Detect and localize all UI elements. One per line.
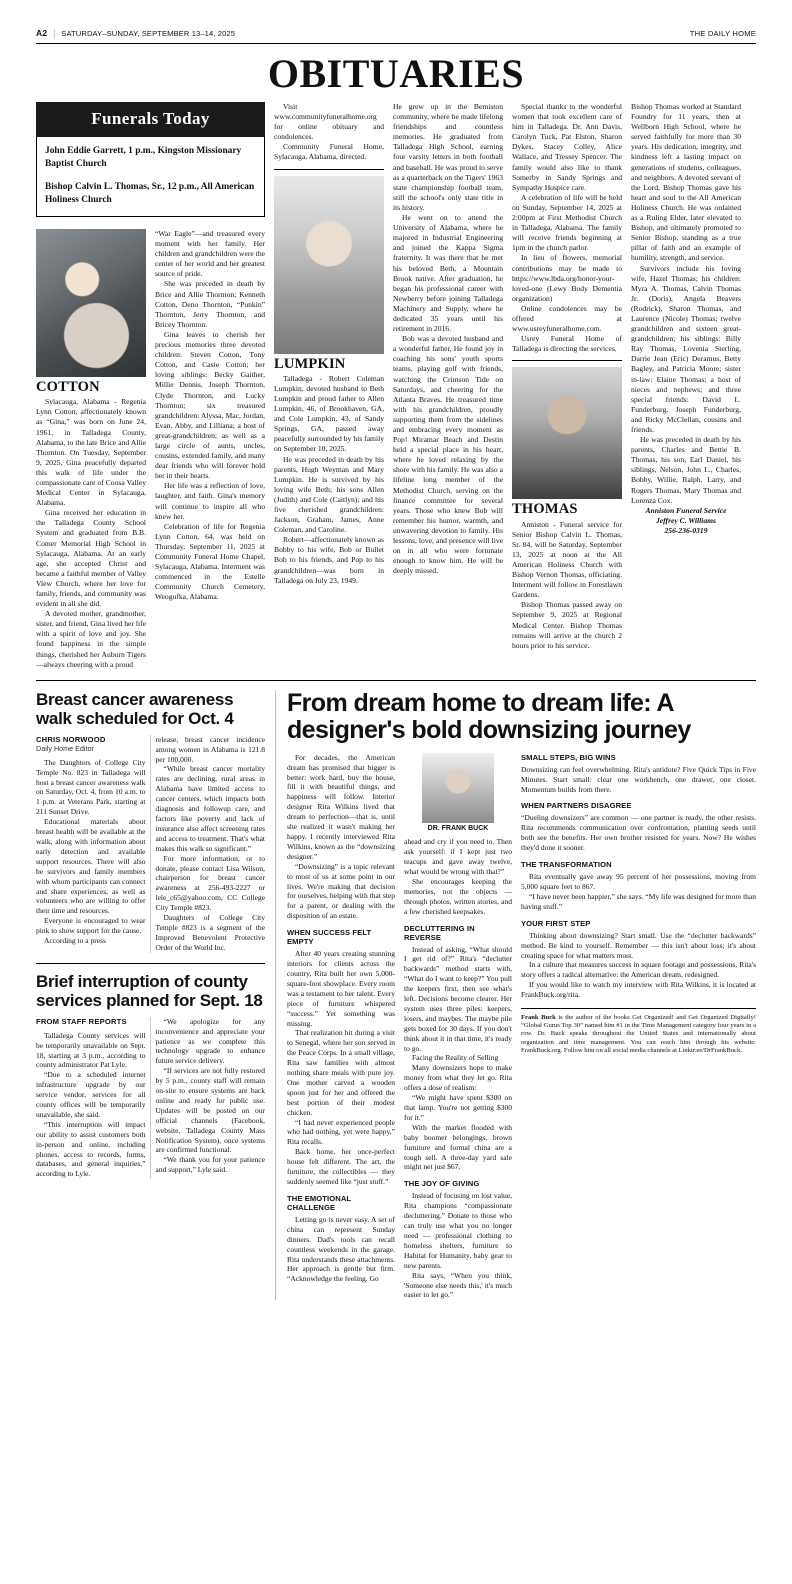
- paragraph: Sylacauga, Alabama - Regenia Lynn Cotton, affectionately known as “Gina,” was born on June 24, 1961, in Talladega County, Alabama, to the late Brice and Allie Thornton. On Tuesday, September 9, 2025, Gina peacefully departed this walk of life under the compassionate care of Coosa Valley Medical Center in Sylacauga, Alabama.: [36, 397, 146, 508]
- column-divider: [512, 360, 622, 361]
- paragraph: Bishop Thomas passed away on September 9, 2025 at Regional Medical Center. Bishop Thomas remains will arrive at the church 2 hours prior to his service.: [512, 600, 622, 650]
- lumpkin-column-1: [274, 102, 384, 670]
- feature-body-5: [404, 945, 512, 1173]
- masthead: [36, 0, 756, 44]
- paragraph: Letting go is never easy. A set of china can represent Sunday dinners. Dad's tools can recall countless weekends in the garage. Rita understands these attachments. Her approach is gentle but firm. “Acknowledge the feeling. Go: [287, 1214, 395, 1284]
- paragraph: She was preceded in death by Brice and Allie Thornton; Kenneth Cotton, Deno Thornton, “Punkin” Thornton, Jerry Thornton, and Bricey Thornton.: [155, 279, 265, 329]
- paragraph: release, breast cancer incidence among women in Alabama is 121.8 per 100,000.: [155, 734, 265, 764]
- feature-body-2: [287, 949, 395, 1187]
- paragraph: Bob was a devoted husband and a wonderful father. He found joy in coaching his sons' youth sports teams, playing golf with friends, watching the Crimson Tide on Saturdays, and cheering for the Atlanta Braves. He treasured time with his grandchildren, proudly supporting them from the sidelines and embracing every moment as Pop! Miramar Beach and Destin held a special place in his heart, where he loved relaxing by the shore with his family. He was also a lifeline long member of the Methodist Church, serving on the finance committee for several years. Those who knew Bob will remember his humor, warmth, and unwavering devotion to family. His lessons, love, and presence will live on in all who were fortunate enough to know him. He will be deeply missed.: [393, 334, 503, 576]
- paragraph: “I have never been happier,” she says. “My life was designed for more than having stuff.”: [521, 891, 756, 911]
- feature-body-9: [521, 872, 756, 912]
- thomas-text-1: [512, 520, 622, 651]
- feature-subhead: THE TRANSFORMATION: [521, 860, 612, 870]
- paragraph: “Dueling downsizers” are common — one partner is ready, the other resists. Rita recommends communication over confrontation, planting seeds until both see the benefits. Her own brother resisted for years. Now? He wishes they'd done it sooner.: [521, 813, 756, 853]
- paragraph: “While breast cancer mortality rates are declining, rural areas in Alabama have limited access to cancer centers, which impacts both diagnosis and followup care, and factors like poverty and lack of insurance also affect screening rates and access to treatment. That's what makes this walk so significant.”: [155, 764, 265, 853]
- article-headline: Brief interruption of county services planned for Sept. 18: [36, 971, 263, 1010]
- thomas-column-2: [631, 102, 741, 670]
- feature-headline: From dream home to dream life: A designer's bold downsizing journey: [287, 688, 691, 744]
- signature-line: Anniston Funeral Service: [645, 505, 727, 515]
- paragraph: “This interruption will impact our ability to assist customers both in-person and online, including phones, access to records, forms, databases, and general inquiries,” according to Lyle.: [36, 1119, 146, 1179]
- cotton-text-2: [155, 229, 265, 602]
- paragraph: He was preceded in death by his parents, Charles and Bettie B. Thomas, his son, Earl Daniel, his siblings, Nelson, John L., Charles, Bobby, Willie, Ralph, Larry, and Rogers Thomas, Mary Thomas and Lorenza Cox.: [631, 435, 741, 505]
- paragraph: Anniston - Funeral service for Senior Bishop Calvin L. Thomas, Sr. 84, will be Saturday, September 13, 2025 at noon at the All American Holiness Church with Bishop Vernon Thomas, officiating. Interment will follow in Forestlawn Gardens.: [512, 519, 622, 600]
- paragraph: “We might have spent $300 on that lamp. You're not getting $300 for it.”: [404, 1093, 512, 1122]
- paragraph: “I had never experienced people who had nothing, yet were happy,” Rita recalls.: [287, 1117, 395, 1147]
- photo-image: [36, 229, 146, 377]
- feature-body-1: [287, 753, 395, 921]
- paragraph: Educational materials about breast health will be available at the walk, along with information about early detection and available support resources. There will also be survivors and family members with whom participants can connect and share experiences, as well as volunteers who are willing to offer their time and resources.: [36, 817, 146, 916]
- page-folio: A2: [36, 28, 48, 38]
- obit-name-lumpkin: LUMPKIN: [274, 355, 346, 372]
- thomas-photo: [512, 367, 622, 499]
- lower-section: [36, 680, 756, 1301]
- funerals-today-box: [36, 102, 265, 217]
- article-byline-title: Daily Home Editor: [36, 743, 94, 753]
- obituaries-section: [36, 102, 756, 670]
- paragraph: He went on to attend the University of Alabama, where he majored in Industrial Engineering and joined the Kappa Sigma fraternity. It was there that he met his beloved Beth, a Mountain Brook native. After graduation, he began his professional career with Newberry before joining Talladega Machinery and Supply, where he dedicated 35 years until his retirement in 2016.: [393, 213, 503, 334]
- lumpkin-column-3: [512, 102, 622, 670]
- paragraph: ahead and cry if you need to. Then ask yourself: if I kept just two teacups and gave away twelve, what would be wrong with that?”: [404, 837, 512, 876]
- paragraph: With the market flooded with baby boomer belongings, brown furniture and formal china are a tough sell. A three-day yard sale might net just $67.: [404, 1122, 512, 1172]
- paragraph: According to a press: [44, 936, 106, 946]
- feature-column-1: [287, 753, 395, 1301]
- feature-columns: [287, 753, 756, 1301]
- paragraph: Everyone is encouraged to wear pink to show support for the cause.: [36, 916, 146, 936]
- funeral-entry: Bishop Calvin L. Thomas, Sr., 12 p.m., All American Holiness Church: [45, 182, 255, 205]
- paragraph: Back home, her once-perfect house felt different. The art, the furniture, the collectibles — they suddenly seemed like “just stuff.”: [287, 1147, 395, 1186]
- paragraph: Robert—affectionately known as Bobby to his wife, Bob or Bullet Bob to his friends, and Pop to his grandchildren—was born in Talladega on July 23, 1949.: [274, 535, 384, 585]
- paragraph: Rita says, “When you think, 'Someone else needs this,' it's much easier to let go.”: [404, 1270, 512, 1300]
- feature-body-10: [521, 931, 756, 1000]
- paragraph: “If services are not fully restored by 5 p.m., county staff will remain on-site to ensure systems are back online and ready for public use. Updates will be posted on our official channels (Facebook, website, Talladega County Mass Notification System), once systems are confirmed functional.: [155, 1066, 265, 1155]
- feature-subhead: DECLUTTERING IN REVERSE: [404, 923, 475, 942]
- paragraph: The Daughters of College City Temple No. 823 in Talladega will host a breast cancer awareness walk on Saturday, Oct. 4, from 10 a.m. to 1 p.m. at Veterans Park, starting at 211 Sunset Drive.: [36, 757, 146, 817]
- paragraph: He was preceded in death by his parents, Hugh Weyman and Mary Lumpkin. He is survived by his loving wife Beth; his sons Allen (Judith) and Cole (Caitlyn); and his five cherished grandchildren: Jackson, Graham, James, Anne Coleman, and Caroline.: [274, 454, 384, 535]
- paragraph: Celebration of life for Regenia Lynn Cotton, 64, was held on Thursday, September 11, 2025 at Community Funeral Home Chapel, Sylacauga, Alabama. Interment was commenced in the Estelle Community Church Cemetery, Weogufka, Alabama.: [155, 521, 265, 602]
- feature-column-2: [404, 753, 512, 1301]
- paragraph: Thinking about downsizing? Start small. Use the “declutter backwards” method. Be kind to yourself. Remember — this isn't about loss; it's about creating space for what matters most.: [521, 930, 756, 960]
- paragraph: “Due to a scheduled internet infrastructure upgrade by our service vendor, services for all county offices will be temporarily unavailable, she said.: [36, 1070, 146, 1119]
- funerals-today-heading: Funerals Today: [36, 102, 265, 137]
- article-headline: Breast cancer awareness walk scheduled for Oct. 4: [36, 689, 234, 728]
- article-county-services: [36, 972, 265, 1180]
- paragraph: “Downsizing” is a topic relevant to most of us at some point in our lives. We're making that decision for ourselves, helping with that step for a parent, or dealing with the disposition of an estate.: [287, 861, 395, 921]
- left-obit-stack: [36, 102, 265, 670]
- paragraph: Talladega - Robert Coleman Lumpkin, devoted husband to Beth Lumpkin and proud father to Allen Lumpkin, 46, of Brookhaven, GA, and Cole Lumpkin, 43, of Sandy Springs, GA, passed away peacefully surrounded by his family on September 10, 2025.: [274, 373, 384, 454]
- cotton-text-1: [36, 397, 146, 670]
- funeral-entry: John Eddie Garrett, 1 p.m., Kingston Missionary Baptist Church: [45, 146, 242, 169]
- lumpkin-text-2: [393, 102, 503, 576]
- photo-image: [274, 176, 384, 354]
- article-columns: [36, 735, 265, 953]
- obit-name-thomas: THOMAS: [512, 501, 578, 518]
- paragraph: Her life was a reflection of love, laughter, and faith. Gina's memory will continue to inspire all who knew her.: [155, 481, 265, 521]
- paragraph: Usrey Funeral Home of Talladega is directing the services.: [512, 334, 622, 354]
- obit-name-cotton: COTTON: [36, 379, 100, 395]
- column-divider: [274, 169, 384, 170]
- photo-image: [512, 367, 622, 499]
- feature-article: [275, 690, 756, 1301]
- paragraph: Instead of focusing on lost value, Rita champions “compassionate decluttering.” Donate to those who can truly use what you no longer need — professional clothing to homeless shelters, furniture to Habitat for Humanity, baby gear to new parents.: [404, 1191, 512, 1270]
- thomas-text-2: [631, 102, 741, 506]
- paragraph: For more information, or to donate, please contact Lisa Wilson, chairperson for breast cancer awareness at 256-493-2227 or lele_c65@yahoo.com, CC College City Temple #823.: [155, 853, 265, 913]
- article-breast-cancer-walk: [36, 690, 265, 953]
- paragraph: That realization hit during a visit to Senegal, where her son served in the Peace Corps. In a small village, Rita saw families with almost nothing share meals with pure joy. One mother carved a wooden spoon just for her and offered the best portion of their modest chicken.: [287, 1028, 395, 1117]
- paragraph: “We apologize for any inconvenience and appreciate your patience as we complete this technology upgrade to enhance future service delivery.: [155, 1016, 265, 1066]
- author-mugshot: [422, 753, 494, 823]
- author-bio-name: Frank Buck: [521, 1014, 556, 1022]
- page-title: OBITUARIES: [267, 51, 525, 96]
- paragraph: Talladega County services will be temporarily unavailable on Sept. 18, starting at 3 p.m., according to county administrator Pat Lyle.: [36, 1030, 146, 1070]
- paragraph: He grew up in the Bemiston community, where he made lifelong friendships and countless memories. He graduated from Talladega High School, earning four varsity letters in both football and baseball. He was proud to serve as a quarterback on the Tigers' 1963 state championship football team, still the school's only state title in its history.: [393, 102, 503, 212]
- paragraph: In a culture that measures success in square footage and possessions, Rita's story offers a radical alternative: the American dream, redesigned.: [521, 960, 756, 980]
- feature-subhead: THE EMOTIONAL CHALLENGE: [287, 1193, 352, 1212]
- masthead-paper-name: THE DAILY HOME: [689, 29, 756, 38]
- signature-phone: 256-236-0319: [664, 525, 708, 535]
- paragraph: Many downsizers hope to make money from what they let go. Rita offers a dose of realism:: [404, 1063, 512, 1093]
- cotton-obituary: [36, 229, 265, 670]
- article-divider: [36, 963, 265, 964]
- masthead-date: SATURDAY–SUNDAY, SEPTEMBER 13–14, 2025: [61, 29, 236, 38]
- feature-body-3: [287, 1215, 395, 1284]
- paragraph: Special thanks to the wonderful women that took excellent care of him in Talladega. Dr. Ann Davis, Carolyn Tuck, Pat Elston, Sharon Dykes, Stacey Colley, Alice Wallace, and Tressey Spencer. The family would also like to thank Somerby in Sandy Springs and Sympathy Hospice care.: [512, 102, 622, 192]
- paragraph: Survivors include his loving wife, Hazel Thomas; his children: Myra A. Thomas, Calvin Thomas Jr. (Doris), Angela Beavers (Rodrick), Sharon Thomas, and Laurence (Nicole) Thomas; twelve grandchildren and sixteen great-grandchildren; his siblings: Billy Ray Thomas, Lovenia Sterling, Darrie Jean (Eric) Deramus, Betty Bagley, and Patricia Moore; sister in-law: Elaine Thomas; a host of nieces and nephews; and three special friends: David L. Funderburg, Joseph Funderburg, and Ricky McClellan, cousins and friends.: [631, 263, 741, 434]
- paragraph: “We thank you for your patience and support,” Lyle said.: [155, 1155, 265, 1175]
- paragraph: For decades, the American dream has promised that bigger is better: work hard, buy the house, fill it with beautiful things, and happiness will follow. Interior designer Rita Wilkins lived that dream to perfection—that is, until she realized it wasn't making her happy. I recently interviewed Rita Wilkins, known as the “downsizing designer.”: [287, 752, 395, 861]
- paragraph: Bishop Thomas worked at Standard Foundry for 11 years, then at Wellborn High School, where he served faithfully for more than 30 years. His dedication, integrity, and kindness left a lasting impact on generations of students, colleagues, and neighbors. A devoted servant of the Lord, Bishop Thomas gave his heart and soul to the All American Holiness Church. He was ordained as a Ruling Elder, later elevated to Bishop, and ultimately promoted to Senior Bishop, standing as a true pillar of faith and an example of humility, strength, and service.: [631, 102, 741, 263]
- paragraph: Facing the Reality of Selling: [412, 1053, 499, 1063]
- cotton-column-1: [36, 229, 146, 670]
- paragraph: She encourages keeping the memories, not the objects — through photos, written stories, and a few cherished keepsakes.: [404, 876, 512, 916]
- feature-subhead: WHEN PARTNERS DISAGREE: [521, 801, 632, 811]
- cotton-photo: [36, 229, 146, 377]
- funerals-today-list: [36, 137, 265, 217]
- paragraph: A devoted mother, grandmother, sister, and friend, Gina lived her life with a spirit of love and joy. She found happiness in the simple things, cherished her Auburn Tigers—always cheering with a proud: [36, 609, 146, 669]
- lumpkin-text-1: [274, 374, 384, 586]
- paragraph: Instead of asking, “What should I get rid of?” Rita's “declutter backwards” method starts with, “What do I want to keep?” You pull the keepers first, then see what's left. Decisions become clearer. Her system uses three piles: keepers, losers, and maybes. The maybe pile gets boxed for 30 days. If you don't think about it in that time, it's ready to go.: [404, 944, 512, 1053]
- paragraph: Community Funeral Home, Sylacauga, Alabama, directed.: [274, 142, 384, 162]
- paragraph: Visit www.communityfuneralhome.org for online obituary and condolences.: [274, 102, 384, 142]
- masthead-divider: |: [53, 28, 56, 39]
- lumpkin-text-3: [512, 102, 622, 354]
- feature-body-4: [404, 837, 512, 916]
- paragraph: If you would like to watch my interview with Rita Wilkins, it is located at FrankBuck.org/rita.: [521, 980, 756, 1000]
- feature-column-3: [521, 753, 756, 1301]
- signature-line: Jeffrey C. Williams: [656, 515, 716, 525]
- feature-subhead: SMALL STEPS, BIG WINS: [521, 752, 616, 762]
- paragraph: Daughters of College City Temple #823 is a segment of the Improved Benevolent Protective Order of the World Inc.: [155, 913, 265, 952]
- lumpkin-photo: [274, 176, 384, 354]
- paragraph: Rita eventually gave away 95 percent of her possessions, moving from 5,000 square feet to 867.: [521, 872, 756, 891]
- paragraph: Gina leaves to cherish her precious memories three devoted children: Steven Cotton, Tony Cotton, and Casie Cotton; her loving siblings: Becky Gaither, Millie Dennis, Joseph Thornton, Clyde Thornton, and Lucky Thornton; six treasured grandchildren: Alyssa, Mac, Jordan, Evan, Abby, and Lilliana; a host of great-grandchildren; as well as a large circle of aunts, uncles, cousins, extended family, and many dear friends who will forever hold her in their hearts.: [155, 329, 265, 481]
- author-bio: [521, 1008, 756, 1055]
- article-byline: FROM STAFF REPORTS: [36, 1016, 127, 1026]
- feature-subhead: YOUR FIRST STEP: [521, 918, 591, 928]
- paragraph: A celebration of life will be held on Sunday, September 14, 2025 at 2:00pm at First Methodist Church in Talladega, Alabama. The family will receive friends beginning at 1pm in the church parlor.: [512, 192, 622, 253]
- feature-body-8: [521, 813, 756, 853]
- article-byline: CHRIS NORWOOD: [36, 734, 106, 744]
- mugshot-caption: DR. FRANK BUCK: [427, 824, 489, 832]
- article-body: [36, 735, 265, 953]
- paragraph: Gina received her education in the Talladega County School System and graduated from B.B. Comer Memorial High School in Sylacauga, Alabama. At an early age, she accepted Christ and became a faithful member of Valley View Church, where her love for family, friends, and community was evident in all she did.: [36, 508, 146, 609]
- article-body: [36, 1017, 265, 1180]
- funeral-home-signature: [631, 506, 741, 536]
- cotton-column-2: [155, 229, 265, 670]
- article-columns: [36, 1017, 265, 1180]
- paragraph: “War Eagle”—and treasured every moment with her family. Her children and grandchildren were the center of her world and her greatest source of pride.: [155, 229, 265, 279]
- paragraph: In lieu of flowers, memorial contributions may be made to https://www.lbda.org/honor-your- loved-one (Lewy Body Dementia organization): [512, 253, 622, 303]
- lumpkin-column-2: [393, 102, 503, 670]
- feature-body-6: [404, 1191, 512, 1300]
- paragraph: Online condolences may be offered at www.usreyfuneralhome.com.: [512, 303, 622, 334]
- cotton-text-3: [274, 102, 384, 163]
- paragraph: After 40 years creating stunning interiors for clients across the country, Rita built her own 5,000-square-foot showplace. Every room was a testament to her talent. Every piece of furniture whispered “success.” Yet something was missing.: [287, 949, 395, 1028]
- left-article-stack: [36, 690, 265, 1301]
- feature-subhead: THE JOY OF GIVING: [404, 1179, 480, 1189]
- author-bio-text: is the author of the books Get Organized! and Get Organized Digitally! “Global Gurus Top 30” named him #1 in the Time Management category four years in a row. Dr. Buck speaks throughout the United States and internationally about organization and time management. You can reach him through his website: FrankBuck.org. Follow him on all social media channels at Linktr.ee/DrFrankBuck.: [521, 1014, 756, 1054]
- feature-subhead: WHEN SUCCESS FELT EMPTY: [287, 928, 372, 947]
- masthead-left: [36, 28, 235, 39]
- feature-body-7: [521, 765, 756, 795]
- paragraph: Downsizing can feel overwhelming. Rita's antidote? Five Quick Tips in Five Minutes. Start small: clear one workbench, one drawer, one closet. Momentum builds from there.: [521, 764, 756, 794]
